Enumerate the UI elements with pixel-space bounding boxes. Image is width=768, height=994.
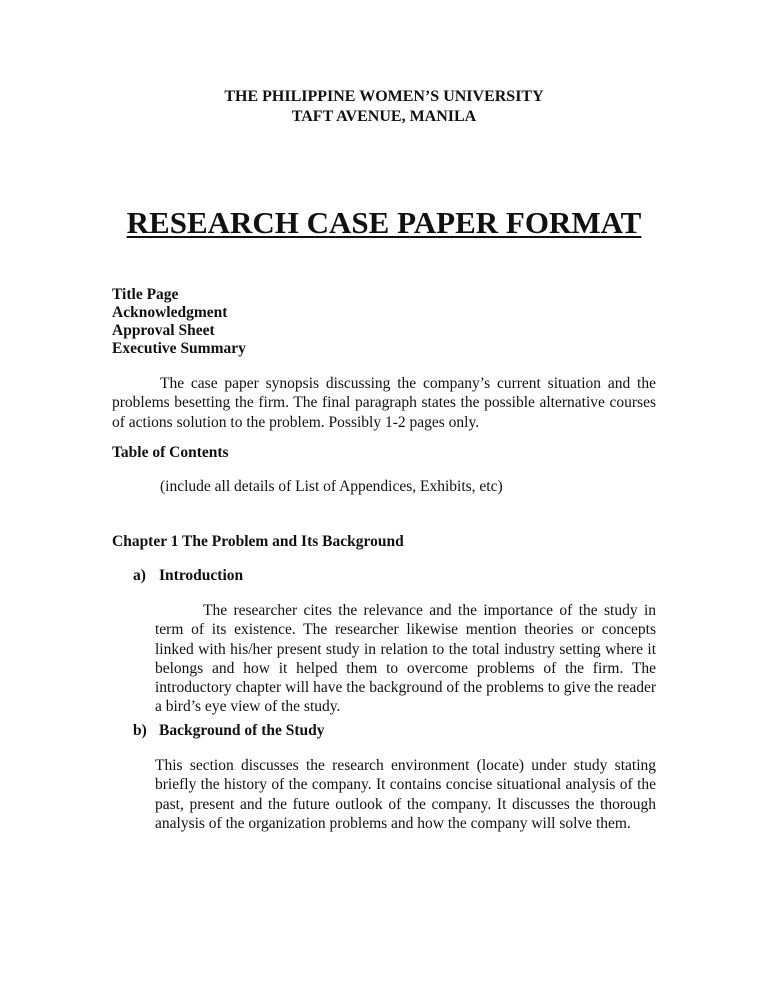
section-b-text: This section discusses the research environment (locate) under study stating briefly the history of the company. It contains concise situational analysis of the past, present and the future outlook of the company. It discusses the thorough analysis of the organization problems and how the company will solve them. — [155, 757, 656, 832]
section-b-heading: Background of the Study — [159, 722, 325, 739]
document-title: RESEARCH CASE PAPER FORMAT — [126, 205, 642, 240]
section-a-marker: a) — [133, 567, 146, 584]
section-a-text: The researcher cites the relevance and the importance of the study in term of its existence. The researcher likewise mention theories or concepts linked with his/her present study in relation to the total industry setting where it belongs and how it helped them to overcome problems of the firm. The introductory chapter will have the background of the problems to give the reader a bird’s eye view of the study. — [155, 602, 656, 716]
front-matter-approval-sheet: Approval Sheet — [112, 322, 215, 339]
section-b-marker: b) — [133, 722, 147, 739]
chapter1-heading: Chapter 1 The Problem and Its Background — [112, 533, 404, 550]
executive-summary-text: The case paper synopsis discussing the company’s current situation and the problems besetting the firm. The final paragraph states the possible alternative courses of actions solution to the problem. Possibly 1-2 pages only. — [112, 375, 656, 431]
front-matter-executive-summary: Executive Summary — [112, 340, 246, 357]
toc-text: (include all details of List of Appendices, Exhibits, etc) — [160, 478, 503, 495]
front-matter-title-page: Title Page — [112, 286, 179, 303]
section-a-heading: Introduction — [159, 567, 244, 584]
university-address: TAFT AVENUE, MANILA — [291, 108, 477, 125]
university-name: THE PHILIPPINE WOMEN’S UNIVERSITY — [224, 88, 544, 105]
front-matter-acknowledgment: Acknowledgment — [112, 304, 228, 321]
toc-heading: Table of Contents — [112, 444, 229, 461]
